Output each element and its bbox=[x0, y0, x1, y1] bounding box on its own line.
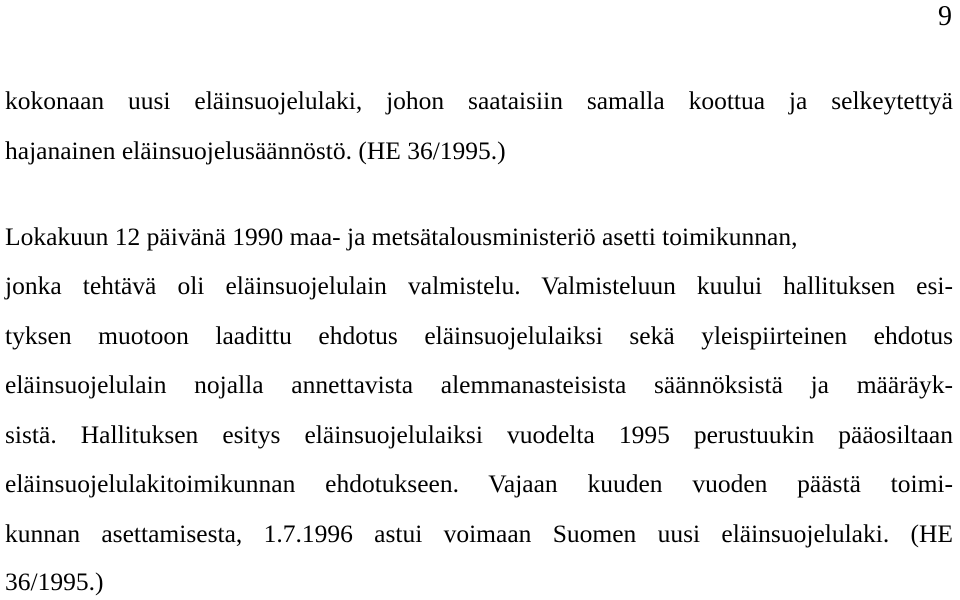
text-line: jonka tehtävä oli eläinsuojelulain valmistelu. Valmisteluun kuului hallituksen esi- bbox=[5, 271, 953, 300]
text-line: kokonaan uusi eläinsuojelulaki, johon saataisiin samalla koottua ja selkeytettyä bbox=[5, 86, 953, 115]
text-line: tyksen muotoon laadittu ehdotus eläinsuojelulaiksi sekä yleispiirteinen ehdotus bbox=[5, 321, 953, 350]
text-line: 36/1995.) bbox=[5, 567, 104, 596]
text-line: eläinsuojelulakitoimikunnan ehdotukseen. Vajaan kuuden vuoden päästä toimi- bbox=[5, 469, 953, 498]
text-line: eläinsuojelulain nojalla annettavista alemmanasteisista säännöksistä ja määräyk- bbox=[5, 370, 953, 399]
text-line: hajanainen eläinsuojelusäännöstö. (HE 36/1995.) bbox=[5, 136, 506, 165]
page-number: 9 bbox=[938, 1, 952, 32]
text-line: sistä. Hallituksen esitys eläinsuojelulaiksi vuodelta 1995 perustuukin pääosiltaan bbox=[5, 420, 953, 449]
text-line: Lokakuun 12 päivänä 1990 maa- ja metsätalousministeriö asetti toimikunnan, bbox=[5, 222, 798, 251]
text-line: kunnan asettamisesta, 1.7.1996 astui voimaan Suomen uusi eläinsuojelulaki. (HE bbox=[5, 519, 953, 548]
